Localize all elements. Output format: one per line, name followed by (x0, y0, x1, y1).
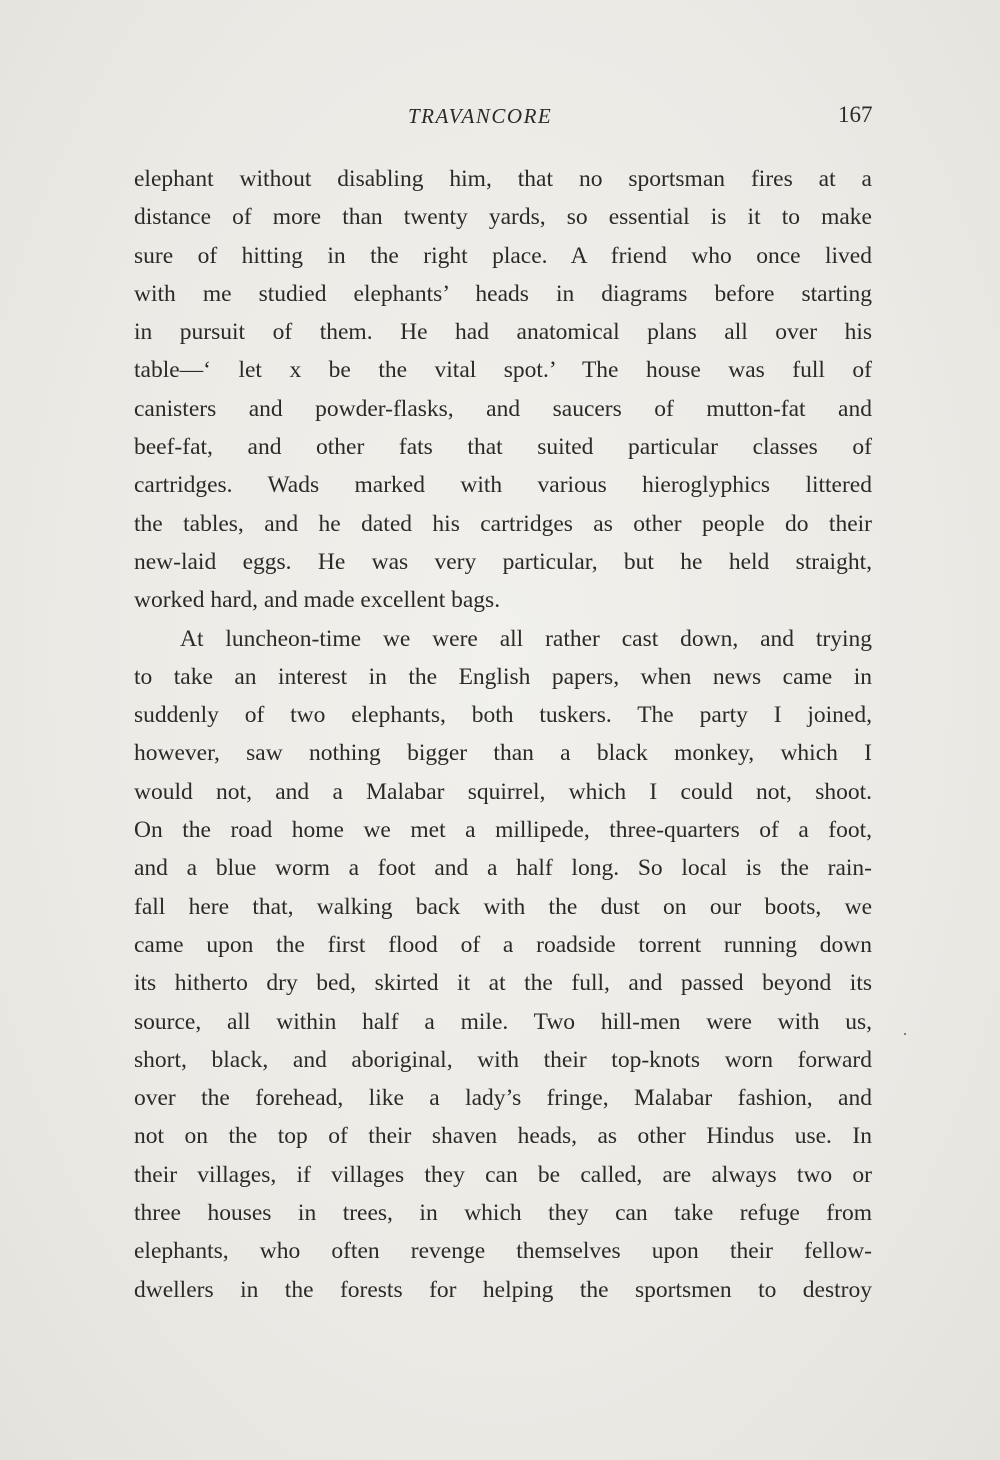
text-line: elephant without disabling him, that no sportsman fires at a (134, 166, 872, 192)
running-head (0, 100, 1000, 134)
page-number: 167 (838, 102, 873, 127)
text-line: fall here that, walking back with the dust on our boots, we (134, 893, 872, 920)
paragraph-start-line: At luncheon-time we were all rather cast down, and trying (180, 625, 872, 652)
text-line: cartridges. Wads marked with various hieroglyphics littered (134, 472, 872, 499)
text-line: distance of more than twenty yards, so essential is it to make (134, 204, 872, 231)
text-line: source, all within half a mile. Two hill-men were with us, (134, 1008, 872, 1035)
paragraph-end-line: worked hard, and made excellent bags. (134, 587, 501, 614)
text-line: in pursuit of them. He had anatomical plans all over his (134, 319, 872, 346)
text-line: came upon the first flood of a roadside torrent running down (134, 931, 872, 958)
text-line: and a blue worm a foot and a half long. So local is the rain- (134, 855, 872, 882)
text-line: new-laid eggs. He was very particular, but he held straight, (134, 548, 872, 575)
text-line: beef-fat, and other fats that suited particular classes of (134, 434, 872, 461)
text-line: not on the top of their shaven heads, as other Hindus use. In (134, 1123, 872, 1150)
text-line: the tables, and he dated his cartridges as other people do their (134, 510, 872, 537)
text-line: to take an interest in the English papers, when news came in (134, 663, 872, 690)
text-line: elephants, who often revenge themselves upon their fellow- (134, 1238, 872, 1265)
text-line: dwellers in the forests for helping the sportsmen to destroy (134, 1276, 872, 1303)
text-line: with me studied elephants’ heads in diagrams before starting (134, 280, 872, 307)
text-line: short, black, and aboriginal, with their top-knots worn forward (134, 1046, 872, 1073)
text-line: On the road home we met a millipede, three-quarters of a foot, (134, 817, 872, 844)
body-text (134, 160, 872, 1309)
text-line: its hitherto dry bed, skirted it at the full, and passed beyond its (134, 970, 872, 997)
text-line: over the forehead, like a lady’s fringe, Malabar fashion, and (134, 1085, 872, 1112)
text-line: three houses in trees, in which they can take refuge from (134, 1200, 872, 1227)
text-line: canisters and powder-flasks, and saucers of mutton-fat and (134, 395, 872, 422)
running-title: TRAVANCORE (408, 104, 553, 128)
margin-speck: · (902, 1024, 908, 1044)
text-line: suddenly of two elephants, both tuskers. The party I joined, (134, 702, 872, 729)
text-line: table—‘ let x be the vital spot.’ The house was full of (134, 357, 872, 384)
text-line: however, saw nothing bigger than a black monkey, which I (134, 740, 872, 767)
text-line: their villages, if villages they can be called, are always two or (134, 1161, 872, 1188)
text-line: would not, and a Malabar squirrel, which I could not, shoot. (134, 778, 872, 805)
text-line: sure of hitting in the right place. A friend who once lived (134, 242, 872, 269)
